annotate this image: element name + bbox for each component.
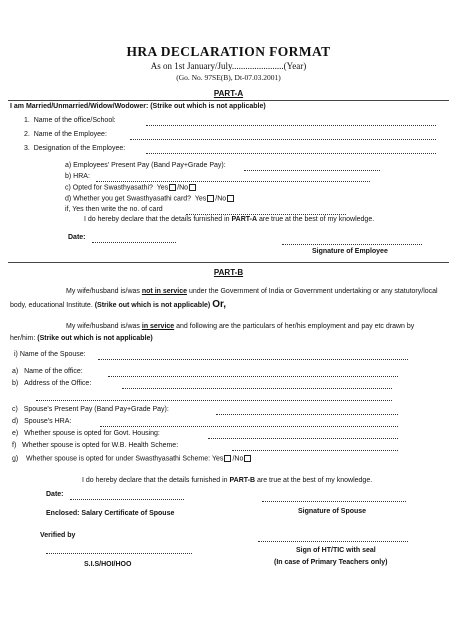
spouse-name-field[interactable]: [98, 359, 408, 360]
strike-note: (Strike out which is not applicable): [94, 302, 211, 309]
item-label: Name of the office:: [24, 368, 83, 375]
item-letter: b): [12, 380, 19, 387]
spouse-name-label: i) Name of the Spouse:: [14, 351, 86, 358]
yes-option-label: Yes: [194, 195, 207, 203]
item-number: 2.: [24, 131, 30, 138]
in-service-paragraph: [10, 321, 440, 345]
designation-field[interactable]: [146, 153, 436, 154]
health-scheme-field[interactable]: [232, 450, 398, 451]
marital-status-line: I am Married/Unmarried/Widow/Wodower: (Strike out which is not applicable): [10, 103, 266, 110]
not-in-service-paragraph: [10, 285, 440, 312]
declaration-text: are true at the best of my knowledge.: [257, 216, 375, 223]
item-label: Designation of the Employee:: [33, 145, 126, 152]
employee-signature-field[interactable]: [282, 244, 422, 245]
part-a-date-field[interactable]: [92, 242, 176, 243]
spouse-office-address-field-2[interactable]: [36, 400, 392, 401]
spouse-signature-field[interactable]: [262, 501, 406, 502]
strike-note: (Strike out which is not applicable): [37, 335, 153, 342]
swasthyasathi-opted-row: [65, 184, 197, 191]
yes-checkbox[interactable]: [207, 195, 214, 202]
sis-label: S.I.S/HOI/HOO: [84, 561, 132, 568]
employee-signature-label: Signature of Employee: [312, 248, 388, 255]
paragraph-text: My wife/husband is/was: [66, 288, 142, 295]
spouse-hra-field[interactable]: [100, 426, 398, 427]
part-b-item-g: [12, 455, 252, 462]
part-b-heading: PART-B: [213, 268, 244, 277]
yes-checkbox[interactable]: [224, 455, 231, 462]
no-option-label: /No: [177, 184, 189, 192]
spouse-pay-field[interactable]: [216, 414, 398, 415]
part-b-date-label: Date:: [46, 491, 64, 498]
swasthyasathi-card-label: d) Whether you get Swasthyasathi card?: [65, 195, 192, 203]
yes-checkbox[interactable]: [169, 184, 176, 191]
no-checkbox[interactable]: [244, 455, 251, 462]
part-a-declaration: [84, 216, 374, 223]
present-pay-label: a) Employees' Present Pay (Band Pay+Grade Pay):: [65, 162, 226, 169]
employee-name-field[interactable]: [130, 139, 436, 140]
no-checkbox[interactable]: [189, 184, 196, 191]
spouse-office-address-field[interactable]: [122, 388, 392, 389]
hra-label: b) HRA:: [65, 173, 90, 180]
declaration-text: I do hereby declare that the details furnished in: [84, 216, 232, 223]
swasthyasathi-opted-label: c) Opted for Swasthyasathi?: [65, 184, 153, 192]
part-a-heading: PART-A: [213, 89, 244, 98]
enclosed-label: Enclosed: Salary Certificate of Spouse: [46, 510, 175, 517]
item-number: 1.: [24, 117, 30, 124]
in-service-text: in service: [141, 323, 175, 330]
item-label: Spouse's Present Pay (Band Pay+Grade Pay):: [23, 406, 169, 413]
ht-signature-label: Sign of HT/TIC with seal: [296, 547, 376, 554]
paragraph-text: and following are the particulars of her/his employment and pay etc drawn by her/him:: [10, 323, 415, 342]
item-label: Whether spouse is opted for under Swasthyasathi Scheme:: [26, 455, 211, 463]
item-letter: a): [12, 368, 19, 375]
or-separator: Or,: [212, 299, 227, 310]
no-option-label: /No: [232, 455, 244, 463]
part-b-date-field[interactable]: [70, 499, 184, 500]
part-b-item-d: [12, 418, 71, 425]
yes-option-label: Yes: [212, 455, 224, 463]
declaration-text: are true at the best of my knowledge.: [255, 477, 373, 484]
item-label: Name of the Employee:: [33, 131, 107, 138]
section-divider: [8, 262, 449, 263]
card-number-field[interactable]: [186, 214, 346, 215]
part-b-declaration: [82, 477, 372, 484]
paragraph-text: under the Government of India or Government undertaking or any statutory/local body, educational Institute.: [10, 288, 438, 309]
declaration-part: PART-B: [229, 477, 256, 484]
form-title: HRA DECLARATION FORMAT: [126, 44, 331, 59]
part-b-item-a: [12, 368, 83, 375]
item-label: Whether spouse is opted for W.B. Health Scheme:: [22, 442, 179, 449]
govt-housing-field[interactable]: [208, 438, 398, 439]
swasthyasathi-card-row: [65, 195, 235, 202]
no-option-label: /No: [215, 195, 227, 203]
declaration-part: PART-A: [231, 216, 258, 223]
item-number: 3.: [24, 145, 30, 152]
item-letter: g): [12, 455, 19, 463]
declaration-text: I do hereby declare that the details furnished in: [82, 477, 230, 484]
as-on-prefix: As on 1st January/July: [150, 61, 232, 71]
part-a-item-1: [24, 117, 116, 124]
spouse-signature-label: Signature of Spouse: [298, 508, 367, 515]
item-label: Name of the office/School:: [33, 117, 116, 124]
as-on-suffix: (Year): [283, 61, 307, 71]
card-number-label: if, Yes then write the no. of card: [65, 206, 163, 213]
part-b-item-c: [12, 406, 169, 413]
as-on-dots: .......................: [231, 61, 284, 71]
office-school-field[interactable]: [146, 125, 436, 126]
item-label: Address of the Office:: [24, 380, 92, 387]
present-pay-field[interactable]: [244, 170, 380, 171]
part-a-item-3: [24, 145, 125, 152]
ht-signature-field[interactable]: [258, 541, 408, 542]
part-a-date-label: Date:: [68, 234, 86, 241]
verifier-signature-field[interactable]: [46, 553, 192, 554]
spouse-office-field[interactable]: [108, 376, 398, 377]
item-label: Whether spouse is opted for Govt. Housing:: [24, 430, 160, 437]
not-in-service-text: not in service: [141, 288, 188, 295]
part-b-item-e: [12, 430, 160, 437]
no-checkbox[interactable]: [227, 195, 234, 202]
item-letter: e): [12, 430, 19, 437]
part-b-item-f: [12, 442, 178, 449]
item-letter: d): [12, 418, 19, 425]
primary-teachers-note: (In case of Primary Teachers only): [274, 559, 388, 566]
part-a-item-2: [24, 131, 107, 138]
part-b-item-b: [12, 380, 91, 387]
hra-field[interactable]: [96, 181, 370, 182]
verified-by-label: Verified by: [40, 532, 76, 539]
go-number: (Go. No. 97SE(B), Dt-07.03.2001): [176, 73, 281, 82]
yes-option-label: Yes: [156, 184, 169, 192]
item-label: Spouse's HRA:: [24, 418, 72, 425]
as-on-line: [0, 61, 457, 71]
paragraph-text: My wife/husband is/was: [66, 323, 142, 330]
item-letter: c): [12, 406, 18, 413]
item-letter: f): [12, 442, 17, 449]
part-a-rule: [8, 100, 449, 101]
